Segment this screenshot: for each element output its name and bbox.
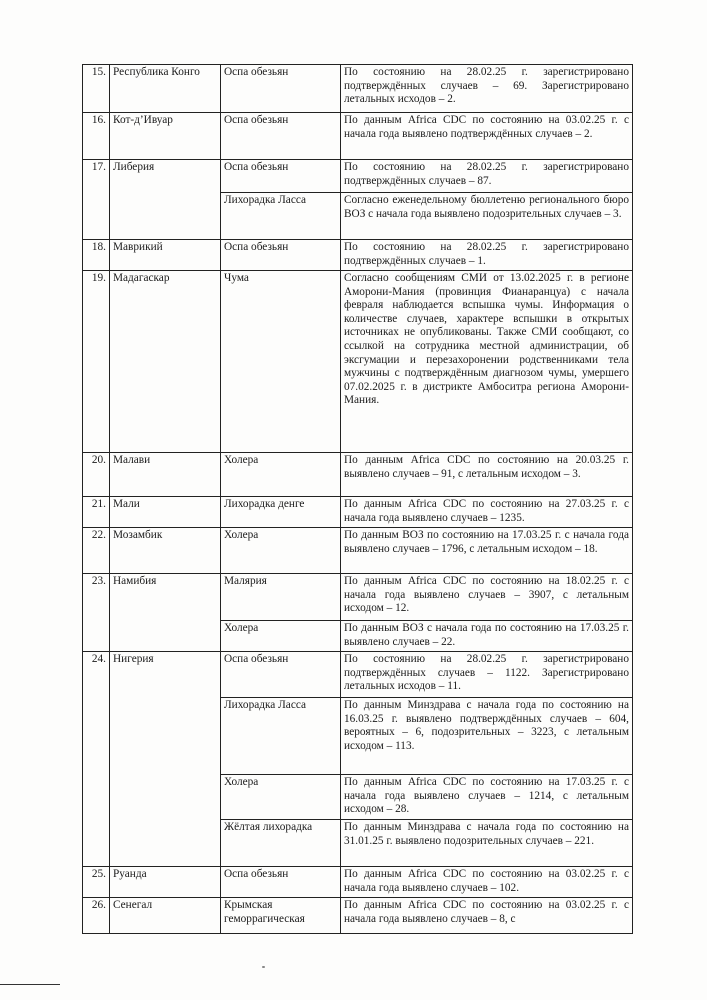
row-number: 25. bbox=[83, 867, 110, 898]
case-info: По данным Минздрава с начала года по состоянию на 16.03.25 г. выявлено подтверждённых случаев – 604, вероятных – 6, подозрительных – 3223, с летальным исходом – 113. bbox=[341, 698, 633, 775]
case-info: По данным Africa CDC по состоянию на 20.03.25 г. выявлено случаев – 91, с летальным исходом – 3. bbox=[341, 453, 633, 497]
case-info: По состоянию на 28.02.25 г. зарегистрировано подтверждённых случаев – 87. bbox=[341, 160, 633, 193]
case-info: По данным ВОЗ по состоянию на 17.03.25 г. с начала года выявлено случаев – 1796, с летальным исходом – 18. bbox=[341, 528, 633, 574]
country-name: Маврикий bbox=[110, 240, 221, 271]
case-info: Согласно сообщениям СМИ от 13.02.2025 г. в регионе Аморони-Мания (провинция Фианаранцуа) с начала февраля наблюдается вспышка чумы. Информация о количестве случаев, характере вспышки в открытых источниках не опубликованы. Также СМИ сообщают, со ссылкой на сотрудника местной администрации, об эксгумации и перезахоронении родственниками тела мужчины с подтверждённым диагнозом чумы, умершего 07.02.2025 г. в дистрикте Амбоситра региона Аморони-Мания. bbox=[341, 271, 633, 453]
case-info: По данным Africa CDC по состоянию на 03.02.25 г. с начала года выявлено случаев – 8, с bbox=[341, 898, 633, 934]
row-number: 17. bbox=[83, 160, 110, 240]
table-row bbox=[83, 497, 633, 528]
country-name: Кот-д’Ивуар bbox=[110, 113, 221, 160]
disease-name: Оспа обезьян bbox=[221, 160, 341, 193]
country-name: Республика Конго bbox=[110, 65, 221, 113]
disease-name: Малярия bbox=[221, 574, 341, 621]
disease-name: Оспа обезьян bbox=[221, 867, 341, 898]
outbreak-table-body bbox=[83, 65, 633, 934]
disease-name: Чума bbox=[221, 271, 341, 453]
case-info: По данным ВОЗ с начала года по состоянию на 17.03.25 г. выявлено случаев – 22. bbox=[341, 621, 633, 652]
country-name: Мали bbox=[110, 497, 221, 528]
case-info: Согласно еженедельному бюллетеню регионального бюро ВОЗ с начала года выявлено подозрительных случаев – 3. bbox=[341, 193, 633, 240]
table-row bbox=[83, 574, 633, 621]
country-name: Нигерия bbox=[110, 652, 221, 867]
disease-name: Холера bbox=[221, 453, 341, 497]
disease-name: Холера bbox=[221, 621, 341, 652]
table-row bbox=[83, 240, 633, 271]
row-number: 16. bbox=[83, 113, 110, 160]
row-number: 26. bbox=[83, 898, 110, 934]
country-name: Руанда bbox=[110, 867, 221, 898]
table-row bbox=[83, 160, 633, 193]
case-info: По состоянию на 28.02.25 г. зарегистрировано подтверждённых случаев – 69. Зарегистрировано летальных исходов – 2. bbox=[341, 65, 633, 113]
country-name: Либерия bbox=[110, 160, 221, 240]
country-name: Мозамбик bbox=[110, 528, 221, 574]
case-info: По состоянию на 28.02.25 г. зарегистрировано подтверждённых случаев – 1. bbox=[341, 240, 633, 271]
country-name: Малави bbox=[110, 453, 221, 497]
disease-name: Лихорадка Ласса bbox=[221, 698, 341, 775]
disease-name: Холера bbox=[221, 528, 341, 574]
disease-name: Оспа обезьян bbox=[221, 652, 341, 698]
case-info: По данным Africa CDC по состоянию на 03.02.25 г. с начала года выявлено подтверждённых случаев – 2. bbox=[341, 113, 633, 160]
outbreak-table bbox=[82, 64, 633, 934]
table-row bbox=[83, 867, 633, 898]
disease-name: Холера bbox=[221, 775, 341, 820]
disease-name: Лихорадка денге bbox=[221, 497, 341, 528]
disease-name: Крымская геморрагическая bbox=[221, 898, 341, 934]
case-info: По данным Минздрава с начала года по состоянию на 31.01.25 г. выявлено подозрительных случаев – 221. bbox=[341, 820, 633, 867]
disease-name: Оспа обезьян bbox=[221, 65, 341, 113]
row-number: 22. bbox=[83, 528, 110, 574]
row-number: 23. bbox=[83, 574, 110, 652]
case-info: По данным Africa CDC по состоянию на 27.03.25 г. с начала года выявлено случаев – 1235. bbox=[341, 497, 633, 528]
table-row bbox=[83, 453, 633, 497]
row-number: 24. bbox=[83, 652, 110, 867]
case-info: По данным Africa CDC по состоянию на 18.02.25 г. с начала года выявлено случаев – 3907, с летальным исходом – 12. bbox=[341, 574, 633, 621]
table-row bbox=[83, 113, 633, 160]
disease-name: Жёлтая лихорадка bbox=[221, 820, 341, 867]
row-number: 20. bbox=[83, 453, 110, 497]
row-number: 18. bbox=[83, 240, 110, 271]
country-name: Мадагаскар bbox=[110, 271, 221, 453]
row-number: 15. bbox=[83, 65, 110, 113]
table-row bbox=[83, 652, 633, 698]
table-row bbox=[83, 898, 633, 934]
table-row bbox=[83, 528, 633, 574]
country-name: Намибия bbox=[110, 574, 221, 652]
scan-speck bbox=[262, 966, 265, 968]
table-row bbox=[83, 65, 633, 113]
country-name: Сенегал bbox=[110, 898, 221, 934]
case-info: По данным Africa CDC по состоянию на 17.03.25 г. с начала года выявлено случаев – 1214, с летальным исходом – 28. bbox=[341, 775, 633, 820]
case-info: По данным Africa CDC по состоянию на 03.02.25 г. с начала года выявлено случаев – 102. bbox=[341, 867, 633, 898]
disease-name: Оспа обезьян bbox=[221, 240, 341, 271]
footnote-rule bbox=[0, 984, 60, 985]
disease-name: Оспа обезьян bbox=[221, 113, 341, 160]
table-row bbox=[83, 271, 633, 453]
disease-name: Лихорадка Ласса bbox=[221, 193, 341, 240]
case-info: По состоянию на 28.02.25 г. зарегистрировано подтверждённых случаев – 1122. Зарегистрировано летальных исходов – 11. bbox=[341, 652, 633, 698]
row-number: 21. bbox=[83, 497, 110, 528]
row-number: 19. bbox=[83, 271, 110, 453]
